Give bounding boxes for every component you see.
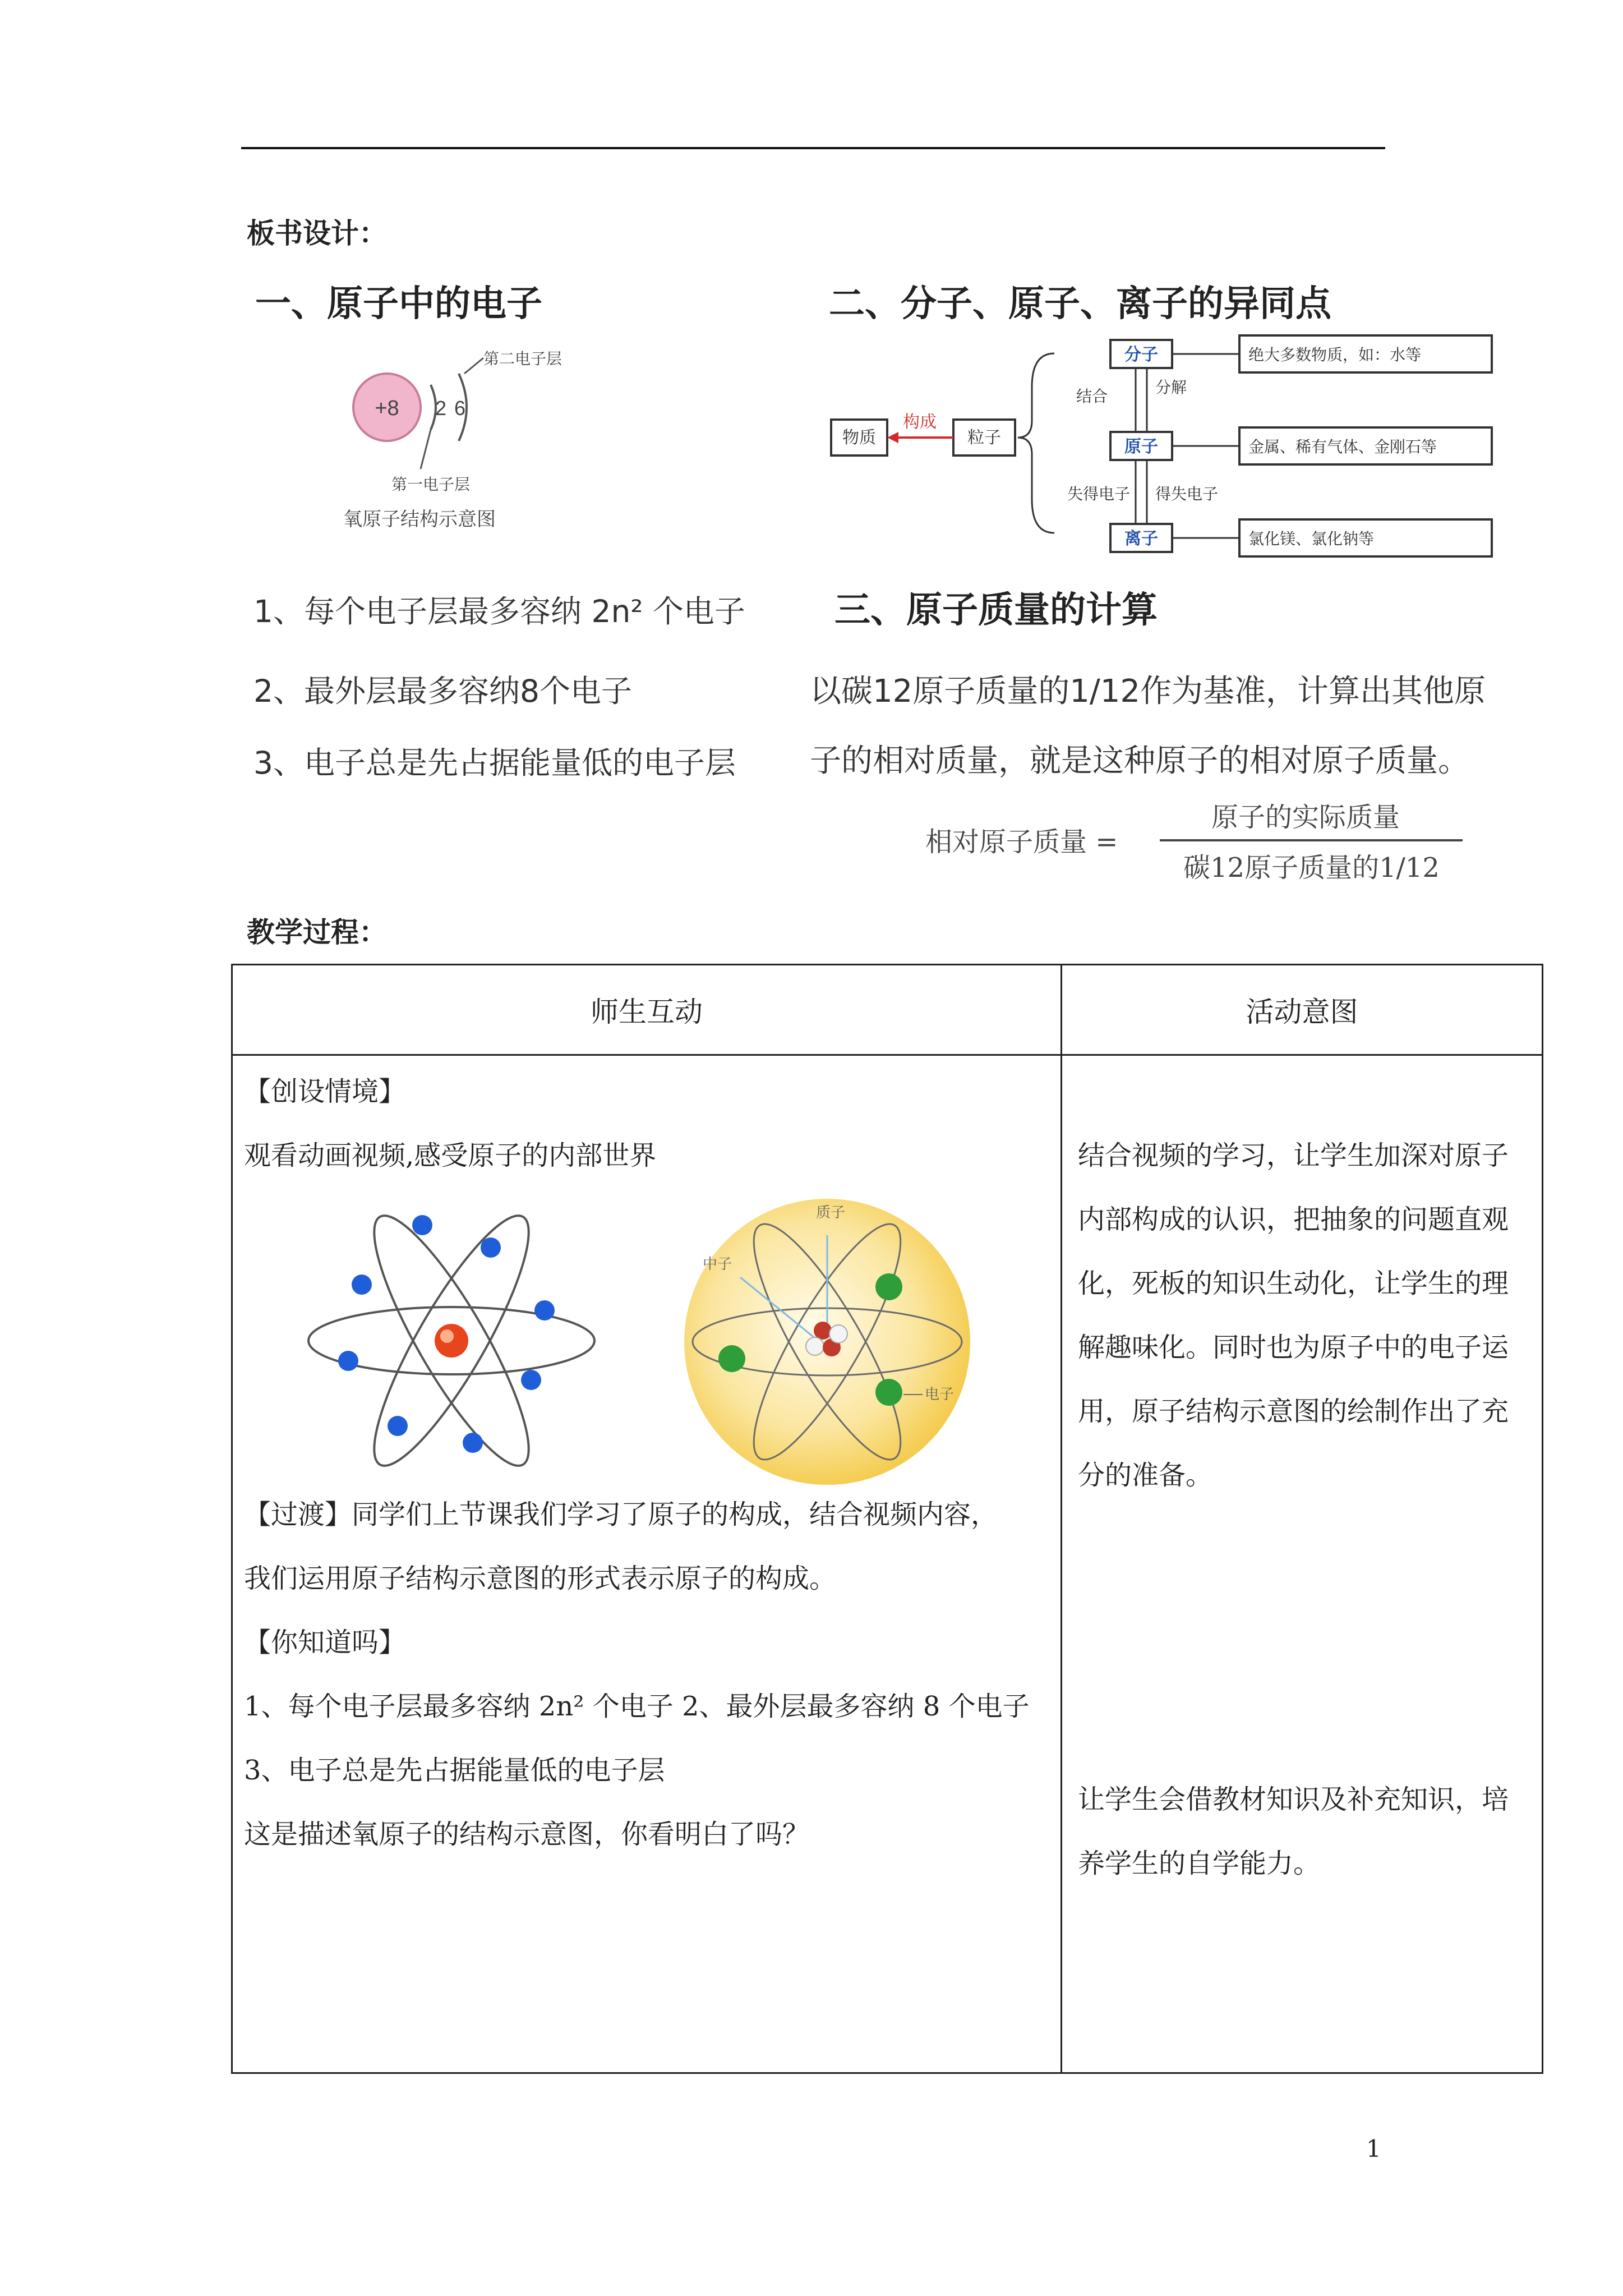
atom-model-image <box>306 1195 620 1487</box>
left-line-5: 1、每个电子层最多容纳 2n² 个电子 2、最外层最多容纳 8 个电子 <box>244 1691 1030 1722</box>
example-molecule: 绝大多数物质，如：水等 <box>1248 346 1422 364</box>
node-ion: 离子 <box>1124 530 1158 548</box>
left-line-1: 观看动画视频,感受原子的内部世界 <box>244 1140 657 1171</box>
edge-lose-gain-right: 得失电子 <box>1155 485 1219 503</box>
right-line-5: 分的准备。 <box>1078 1460 1213 1491</box>
node-atom: 原子 <box>1124 438 1158 456</box>
formula-numerator: 原子的实际质量 <box>1211 802 1400 833</box>
page-number: 1 <box>1366 2135 1381 2162</box>
formula-denominator: 碳12原子质量的1/12 <box>1183 852 1440 884</box>
left-line-0: 【创设情境】 <box>244 1076 406 1107</box>
col-header-intent: 活动意图 <box>1062 965 1543 1055</box>
atom-nucleus-model-image <box>676 1190 979 1493</box>
node-matter: 物质 <box>842 429 876 447</box>
process-heading: 教学过程： <box>247 915 387 949</box>
intent-cell <box>1062 1055 1543 2073</box>
nucleus-charge: +8 <box>375 397 399 420</box>
node-molecule: 分子 <box>1124 346 1158 364</box>
right-line-7: 养学生的自学能力。 <box>1078 1848 1321 1879</box>
right-line-3: 解趣味化。同时也为原子中的电子运 <box>1078 1332 1509 1363</box>
neutron-label: 中子 <box>703 1255 732 1272</box>
inner-shell-label: 第一电子层 <box>391 475 471 494</box>
right-line-6: 让学生会借教材知识及补充知识，培 <box>1078 1784 1509 1815</box>
sec3-text-line2: 子的相对质量，就是这种原子的相对原子质量。 <box>810 743 1469 779</box>
edge-lose-gain-left: 失得电子 <box>1067 485 1130 503</box>
diagram-caption: 氧原子结构示意图 <box>343 508 496 531</box>
col-header-interaction: 师生互动 <box>232 965 1062 1055</box>
rule-1: 1、每个电子层最多容纳 2n² 个电子 <box>253 593 745 629</box>
example-atom: 金属、稀有气体、金刚石等 <box>1248 438 1437 455</box>
shell2-count: 6 <box>454 397 466 420</box>
board-heading: 板书设计： <box>247 217 387 250</box>
example-ion: 氯化镁、氯化钠等 <box>1248 530 1375 547</box>
header-rule <box>241 147 1385 149</box>
edge-compose: 构成 <box>903 413 937 431</box>
formula-fraction-bar <box>1160 839 1463 841</box>
electron-label: 电子 <box>925 1386 955 1402</box>
left-line-7: 这是描述氧原子的结构示意图，你看明白了吗？ <box>244 1819 810 1850</box>
relative-mass-formula <box>925 795 1492 885</box>
rule-2: 2、最外层最多容纳8个电子 <box>253 673 632 709</box>
particle-relationship-diagram <box>824 331 1514 567</box>
rule-3: 3、电子总是先占据能量低的电子层 <box>253 745 736 781</box>
sec2-title: 二、分子、原子、离子的异同点 <box>829 283 1331 325</box>
formula-lhs: 相对原子质量 = <box>925 826 1118 858</box>
edge-combine: 结合 <box>1076 388 1108 405</box>
edge-decompose: 分解 <box>1155 379 1187 396</box>
left-line-2: 【过渡】同学们上节课我们学习了原子的构成，结合视频内容， <box>244 1499 998 1530</box>
left-line-6: 3、电子总是先占据能量低的电子层 <box>244 1755 665 1786</box>
outer-shell-label: 第二电子层 <box>483 349 562 368</box>
sec3-text-line1: 以碳12原子质量的1/12作为基准，计算出其他原 <box>810 673 1486 710</box>
shell1-count: 2 <box>435 397 447 420</box>
proton-label: 质子 <box>816 1204 846 1221</box>
interaction-cell <box>232 1055 1062 2073</box>
sec3-title: 三、原子质量的计算 <box>834 590 1158 631</box>
right-line-4: 用，原子结构示意图的绘制作出了充 <box>1078 1396 1509 1427</box>
right-line-1: 内部构成的认识，把抽象的问题直观 <box>1078 1204 1509 1235</box>
teaching-process-table <box>231 964 1543 2074</box>
left-line-3: 我们运用原子结构示意图的形式表示原子的构成。 <box>244 1563 837 1594</box>
right-line-2: 化，死板的知识生动化，让学生的理 <box>1078 1268 1509 1299</box>
sec1-title: 一、原子中的电子 <box>255 283 542 325</box>
node-particle: 粒子 <box>967 429 1001 447</box>
left-line-4: 【你知道吗】 <box>244 1627 406 1658</box>
right-line-0: 结合视频的学习，让学生加深对原子 <box>1078 1140 1509 1171</box>
